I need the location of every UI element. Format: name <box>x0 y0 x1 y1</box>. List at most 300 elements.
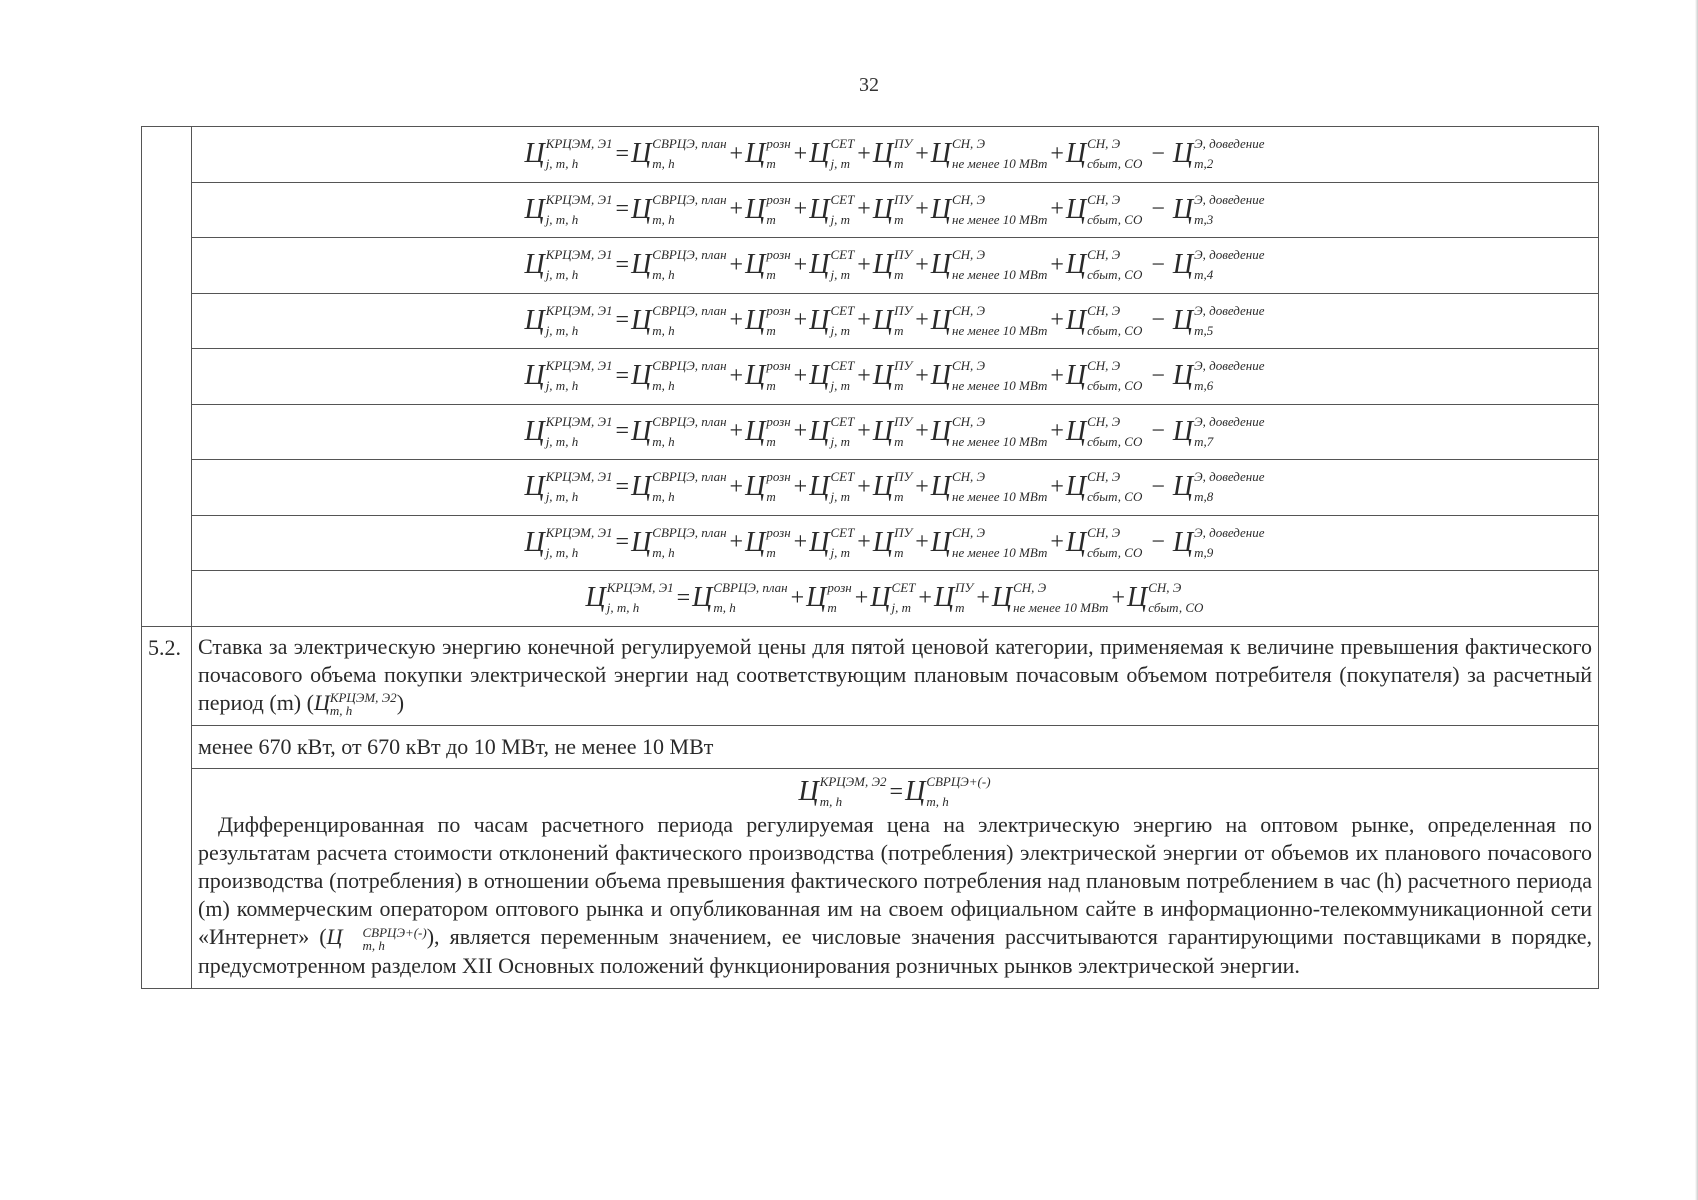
formula-indices <box>766 358 791 394</box>
formula-sup: Э, доведение <box>1194 413 1265 429</box>
formula-plus: + <box>729 473 744 500</box>
formula-sub: m <box>766 156 776 172</box>
formula-symbol: Ц <box>1065 193 1087 225</box>
formula-sub: сбыт, СО <box>1087 267 1143 283</box>
formula-symbol: Ц <box>809 138 830 170</box>
formula-symbol: Ц <box>1172 415 1194 447</box>
section-5-2-capacity-row <box>142 726 1599 769</box>
formula-indices <box>830 469 855 505</box>
formula-indices <box>891 580 916 616</box>
formula-symbol: Ц <box>872 304 894 336</box>
formula-sub: сбыт, СО <box>1087 544 1143 560</box>
formula-sup: Э, доведение <box>1194 469 1265 485</box>
formula-indices <box>830 413 855 449</box>
formula <box>524 360 1265 392</box>
formula-sup: СВРЦЭ, план <box>713 580 788 596</box>
formula-sub: m <box>894 267 904 283</box>
formula-indices <box>652 191 727 227</box>
formula-plus: + <box>1050 529 1064 556</box>
description-symbol-sub: m, h <box>362 938 385 954</box>
section-title <box>192 626 1599 726</box>
formula-equals: = <box>615 196 630 223</box>
formula-indices <box>827 580 852 616</box>
formula <box>524 138 1265 170</box>
formula-indices <box>1087 358 1143 394</box>
formula-indices <box>545 247 613 283</box>
formula-sub: m,2 <box>1194 156 1214 172</box>
formula-plus: + <box>729 196 744 223</box>
formula-plus: + <box>729 307 744 334</box>
formula-sup: Э, доведение <box>1194 358 1265 374</box>
formula-sup: СЕТ <box>830 469 855 485</box>
formula-symbol: Ц <box>930 193 951 225</box>
formula-plus: + <box>857 307 871 334</box>
formula-sup: СН, Э <box>952 136 986 152</box>
formula-sub: m <box>766 489 776 505</box>
title-symbol-sub: m, h <box>329 703 353 719</box>
formula-sup: ПУ <box>894 413 913 429</box>
formula-sup: КРЦЭМ, Э1 <box>545 469 613 485</box>
formula-symbol: Ц <box>930 471 951 503</box>
formula-indices <box>545 136 613 172</box>
capacity-ranges: менее 670 кВт, от 670 кВт до 10 МВт, не менее 10 МВт <box>192 726 1599 769</box>
formula-plus: + <box>915 251 929 278</box>
formula-sup: СН, Э <box>1087 302 1121 318</box>
formula-sup: розн <box>766 524 791 540</box>
formula-sub: сбыт, СО <box>1087 489 1143 505</box>
formula-sup: СЕТ <box>830 247 855 263</box>
formula-sub: m <box>894 433 904 449</box>
formula-sup: КРЦЭМ, Э1 <box>606 580 674 596</box>
formula-sup: СЕТ <box>830 413 855 429</box>
section-title-text: Ставка за электрическую энергию конечной регулируемой цены для пятой ценовой категории, применяемая к величине превышения фактического почасового объема покупки электрической энергии над соответствующим плановым почасовым объемом потребителя (покупателя) за расчетный период (m) ( <box>198 633 1592 715</box>
formula-plus: + <box>1111 584 1125 611</box>
formula-symbol: Ц <box>745 360 766 392</box>
formula-indices <box>606 580 674 616</box>
formula-indices <box>894 247 913 283</box>
formula-symbol: Ц <box>930 360 951 392</box>
formula-indices <box>1194 524 1265 560</box>
formula-sub: m <box>766 322 776 338</box>
formula-equals: = <box>615 473 630 500</box>
formula-sup: ПУ <box>894 191 913 207</box>
formula-equals: = <box>615 418 630 445</box>
section-5-2 <box>142 626 1599 989</box>
formula-plus: + <box>729 251 744 278</box>
formula-indices <box>545 469 613 505</box>
formula-sub: не менее 10 МВт <box>1013 600 1109 616</box>
formula-plus: + <box>915 529 929 556</box>
formula-sup: СВРЦЭ, план <box>652 469 727 485</box>
formula-equals: = <box>615 307 630 334</box>
section-5-2-formula <box>198 774 1592 810</box>
formula-sub: m, h <box>652 211 675 227</box>
formula-cell <box>192 293 1599 349</box>
formula-indices <box>766 191 791 227</box>
formula <box>524 302 1265 338</box>
formula-row <box>142 293 1599 349</box>
formula-symbol: Ц <box>524 193 545 225</box>
formula-symbol: Ц <box>872 193 894 225</box>
formula-sub: j, m <box>830 378 850 394</box>
formula-sup: розн <box>827 580 852 596</box>
section-5-2-description <box>198 811 1592 980</box>
formula-indices <box>952 247 1048 283</box>
formula-sup: розн <box>766 191 791 207</box>
formula-sub: j, m <box>891 600 912 616</box>
formula-symbol: Ц <box>692 582 713 614</box>
formula-symbol: Ц <box>1172 471 1194 503</box>
formula-sub: m, h <box>652 267 675 283</box>
formula-symbol: Ц <box>930 415 951 447</box>
formula-symbol: Ц <box>872 360 894 392</box>
formula-symbol: Ц <box>872 249 894 281</box>
formula-sub: сбыт, СО <box>1087 156 1143 172</box>
formula-symbol: Ц <box>524 415 545 447</box>
formula-sup: Э, доведение <box>1194 191 1265 207</box>
description-symbol <box>326 924 427 954</box>
formula-plus: + <box>915 307 929 334</box>
formula-sub: не менее 10 МВт <box>952 322 1048 338</box>
description-text-2: ), является переменным значением, ее числовые значения рассчитываются гарантирующими поставщиками в порядке, предусмотренном разделом XII Основных положений функционирования розничных рынков электрической энергии. <box>198 924 1592 979</box>
formula-sub: j, m <box>830 544 850 560</box>
formula-symbol: Ц <box>745 193 766 225</box>
formula <box>524 191 1265 227</box>
formula-sup: СН, Э <box>952 191 986 207</box>
formula-plus: + <box>793 307 808 334</box>
formula-indices <box>652 136 727 172</box>
formula-indices <box>1194 302 1265 338</box>
formula-plus: + <box>729 362 744 389</box>
formula-symbol: Ц <box>872 415 894 447</box>
formula-symbol: Ц <box>930 526 951 558</box>
formula-sup: СВРЦЭ, план <box>652 247 727 263</box>
formula-symbol: Ц <box>631 249 652 281</box>
formula-sub: m <box>766 378 776 394</box>
formula-minus: − <box>1151 473 1165 500</box>
formula-row <box>142 238 1599 294</box>
formula-sup: розн <box>766 469 791 485</box>
formula-sup: Э, доведение <box>1194 302 1265 318</box>
formula-symbol: Ц <box>1126 582 1148 614</box>
formula-sub: m, h <box>652 489 675 505</box>
formula-symbol: Ц <box>524 526 545 558</box>
formula-plus: + <box>729 529 744 556</box>
formula-indices <box>1194 136 1265 172</box>
formula-sup: СЕТ <box>830 524 855 540</box>
formula-indices <box>830 524 855 560</box>
formula-sup: розн <box>766 302 791 318</box>
formula-row <box>142 349 1599 405</box>
formula-symbol: Ц <box>1065 138 1087 170</box>
formula-sup: СН, Э <box>1013 580 1047 596</box>
formula-indices <box>1194 247 1265 283</box>
formula-sub: не менее 10 МВт <box>952 156 1048 172</box>
formula-sup: СВРЦЭ, план <box>652 358 727 374</box>
formula-indices <box>1148 580 1204 616</box>
formula-indices <box>766 302 791 338</box>
formula-minus: − <box>1151 196 1165 223</box>
title-symbol-sup: КРЦЭМ, Э2 <box>329 690 397 706</box>
formula-minus: − <box>1151 362 1165 389</box>
formula-symbol: Ц <box>631 360 652 392</box>
formula-minus: − <box>1151 418 1165 445</box>
formula-indices <box>652 413 727 449</box>
formula-sup: СН, Э <box>1087 524 1121 540</box>
formula-sub: m <box>766 544 776 560</box>
formula-plus: + <box>857 529 871 556</box>
formula-sub: сбыт, СО <box>1087 433 1143 449</box>
formula-sup: СН, Э <box>952 469 986 485</box>
formula-sup: Э, доведение <box>1194 247 1265 263</box>
formula-cell <box>192 515 1599 571</box>
section-5-2-formula-row <box>142 769 1599 989</box>
formula-indices <box>545 524 613 560</box>
formula-sup: СН, Э <box>1087 136 1121 152</box>
formula-sup: ПУ <box>894 302 913 318</box>
row-number: 5.2. <box>142 626 192 989</box>
formula-sup: СН, Э <box>952 247 986 263</box>
formula-plus: + <box>1050 362 1064 389</box>
formula-symbol: Ц <box>631 471 652 503</box>
formula <box>524 471 1265 503</box>
formula-indices <box>952 302 1048 338</box>
formula-plus: + <box>915 473 929 500</box>
formula-sup: розн <box>766 247 791 263</box>
formula-symbol: Ц <box>524 138 545 170</box>
formula-indices <box>766 413 791 449</box>
formula-plus: + <box>857 418 871 445</box>
formula-sub: m <box>766 267 776 283</box>
formula-symbol: Ц <box>745 415 766 447</box>
formula-symbol: Ц <box>1065 471 1087 503</box>
formula-plus: + <box>857 140 871 167</box>
formula-symbol: Ц <box>1172 526 1194 558</box>
formula-symbol: Ц <box>905 776 926 808</box>
formula-sub: m, h <box>652 544 675 560</box>
formula-plus: + <box>915 140 929 167</box>
formula-sub: не менее 10 МВт <box>952 489 1048 505</box>
formula-cell <box>192 182 1599 238</box>
formula-sub: m <box>894 544 904 560</box>
formula-sup: розн <box>766 413 791 429</box>
formula-row <box>142 182 1599 238</box>
formula-symbol: Ц <box>1065 415 1087 447</box>
formula-indices <box>1087 469 1143 505</box>
formula-plus: + <box>915 362 929 389</box>
formula-indices <box>766 469 791 505</box>
formula-plus: + <box>857 251 871 278</box>
formula-symbol: Ц <box>745 138 766 170</box>
formula-plus: + <box>793 362 808 389</box>
formula-sup: СВРЦЭ, план <box>652 136 727 152</box>
formula-sup: розн <box>766 358 791 374</box>
formula-symbol: Ц <box>745 249 766 281</box>
formula-sup: КРЦЭМ, Э1 <box>545 413 613 429</box>
formula-symbol: Ц <box>631 526 652 558</box>
formula-indices <box>652 247 727 283</box>
description-symbol-sup: СВРЦЭ+(-) <box>362 925 427 941</box>
formula-symbol: Ц <box>631 415 652 447</box>
formula-symbol: Ц <box>1065 249 1087 281</box>
formula-cell <box>192 238 1599 294</box>
title-symbol <box>313 689 397 719</box>
formula-indices <box>1013 580 1109 616</box>
formula-sub: m <box>955 600 965 616</box>
formula-sup: СЕТ <box>830 136 855 152</box>
formula-cell <box>192 349 1599 405</box>
formula-row-final <box>142 571 1599 627</box>
formula-sub: m, h <box>713 600 736 616</box>
formula-sub: сбыт, СО <box>1148 600 1204 616</box>
formula-indices <box>952 524 1048 560</box>
formula-indices <box>830 358 855 394</box>
formula-sub: m,9 <box>1194 544 1214 560</box>
formula-sup: СЕТ <box>830 302 855 318</box>
formula-sup: ПУ <box>894 247 913 263</box>
formula-row <box>142 460 1599 516</box>
formula-indices <box>830 136 855 172</box>
formula-row <box>142 515 1599 571</box>
formula-indices <box>894 358 913 394</box>
formula <box>524 249 1265 281</box>
formula-symbol: Ц <box>809 526 830 558</box>
formula-symbol: Ц <box>631 193 652 225</box>
formula-plus: + <box>1050 473 1064 500</box>
formula-sub: m <box>827 600 837 616</box>
formula-cell <box>192 127 1599 183</box>
formula-sub: j, m, h <box>545 322 579 338</box>
formula-minus: − <box>1151 251 1165 278</box>
formula-sup: розн <box>766 136 791 152</box>
formula-sup: ПУ <box>894 358 913 374</box>
formula-sup: СЕТ <box>891 580 916 596</box>
formula-symbol: Ц <box>1172 360 1194 392</box>
formula-sup: КРЦЭМ, Э1 <box>545 136 613 152</box>
formula-sub: m,3 <box>1194 211 1214 227</box>
formula-symbol: Ц <box>809 415 830 447</box>
formula-sub: не менее 10 МВт <box>952 544 1048 560</box>
section-5-2-title-row <box>142 626 1599 726</box>
formula-sub: m <box>894 211 904 227</box>
formula-sub: j, m, h <box>545 267 579 283</box>
formula-sub: j, m <box>830 267 850 283</box>
formula-sub: сбыт, СО <box>1087 378 1143 394</box>
formula-plus: + <box>857 196 871 223</box>
formula-plus: + <box>790 584 805 611</box>
formula-plus: + <box>854 584 869 611</box>
formula-indices <box>894 413 913 449</box>
formula-sup: ПУ <box>894 136 913 152</box>
formula-indices <box>1087 302 1143 338</box>
formula-sup: СН, Э <box>1087 191 1121 207</box>
formula-sub: не менее 10 МВт <box>952 378 1048 394</box>
formula-sub: m,7 <box>1194 433 1214 449</box>
formula-sup: СН, Э <box>952 524 986 540</box>
formula-rows <box>142 127 1599 627</box>
formula-sub: j, m <box>830 489 850 505</box>
formula-equals: = <box>676 584 691 611</box>
formula-indices <box>1087 247 1143 283</box>
formula-symbol: Ц <box>809 471 830 503</box>
formula-indices <box>1087 413 1143 449</box>
formula-symbol: Ц <box>524 471 545 503</box>
formula-sub: j, m, h <box>545 433 579 449</box>
formula-indices <box>1087 524 1143 560</box>
formula-sub: сбыт, СО <box>1087 211 1143 227</box>
formula-sup: СН, Э <box>1087 247 1121 263</box>
formula-symbol: Ц <box>631 304 652 336</box>
formula-sup: СЕТ <box>830 191 855 207</box>
formula-sup: КРЦЭМ, Э1 <box>545 302 613 318</box>
formula-symbol: Ц <box>1065 360 1087 392</box>
formula-row <box>142 127 1599 183</box>
formula-sub: не менее 10 МВт <box>952 267 1048 283</box>
formula-sup: КРЦЭМ, Э1 <box>545 247 613 263</box>
formula-symbol: Ц <box>1172 138 1194 170</box>
formula-cell <box>192 460 1599 516</box>
formula-indices <box>1087 191 1143 227</box>
formula-sub: j, m, h <box>545 211 579 227</box>
formula-symbol: Ц <box>806 582 827 614</box>
formula-sup: Э, доведение <box>1194 524 1265 540</box>
formula-sub: m,4 <box>1194 267 1214 283</box>
formula-sup: КРЦЭМ, Э1 <box>545 358 613 374</box>
formula-cell <box>192 571 1599 627</box>
formula-plus: + <box>729 140 744 167</box>
formula-plus: + <box>793 140 808 167</box>
formula-indices <box>894 191 913 227</box>
formula-indices <box>830 191 855 227</box>
formula-indices <box>819 774 887 810</box>
formula-sup: СВРЦЭ, план <box>652 302 727 318</box>
formula-plus: + <box>1050 418 1064 445</box>
formula-sub: j, m <box>830 433 850 449</box>
formula-sub: j, m <box>830 322 850 338</box>
formula-indices <box>545 358 613 394</box>
formula-indices <box>830 247 855 283</box>
formula-sub: m <box>766 433 776 449</box>
formula-sub: m <box>894 378 904 394</box>
formula-plus: + <box>1050 140 1064 167</box>
formula-sup: СВРЦЭ+(-) <box>926 774 991 790</box>
formula-sub: j, m <box>830 211 850 227</box>
formula-sub: j, m <box>830 156 850 172</box>
formula-plus: + <box>793 529 808 556</box>
formula-plus: + <box>976 584 990 611</box>
description-text-1: Дифференцированная по часам расчетного периода регулируемая цена на электрическую энергию на оптовом рынке, определенная по результатам расчета стоимости отклонений фактического производства (потребления) электрической энергии от объемов их планового почасового производства (потребления) в отношении объема превышения фактического потребления над плановым потреблением в час (h) расчетного периода (m) коммерческим оператором оптового рынка и опубликованная им на своем официальном сайте в информационно-телекоммуникационной сети «Интернет» ( <box>198 812 1592 950</box>
formula-symbol: Ц <box>745 304 766 336</box>
formula-indices <box>830 302 855 338</box>
formula-sub: m, h <box>819 794 843 810</box>
formula-sub: j, m, h <box>545 489 579 505</box>
formula-indices <box>652 358 727 394</box>
formula-sub: m,5 <box>1194 322 1214 338</box>
formula-plus: + <box>793 418 808 445</box>
formula-sub: m, h <box>926 794 949 810</box>
formula-row <box>142 404 1599 460</box>
page-number: 32 <box>859 74 879 96</box>
formula-indices <box>545 302 613 338</box>
formula-symbol: Ц <box>745 471 766 503</box>
formula <box>586 582 1205 614</box>
formula-symbol: Ц <box>1065 526 1087 558</box>
formula-sup: КРЦЭМ, Э2 <box>819 774 887 790</box>
description-symbol-letter: Ц <box>326 924 343 950</box>
formula <box>524 524 1265 560</box>
formula-indices <box>1087 136 1143 172</box>
formula-indices <box>952 191 1048 227</box>
